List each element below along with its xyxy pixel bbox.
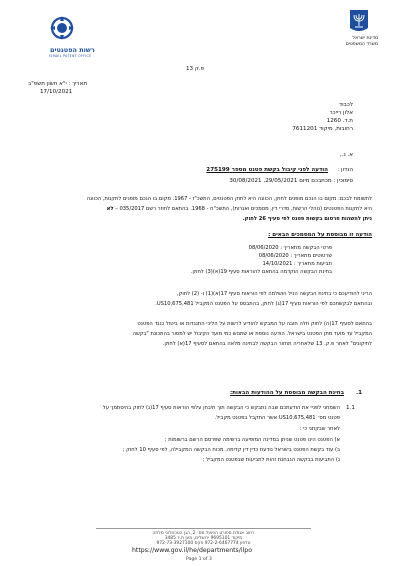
documents-row-1: פרטי הבקשה מתאריך : 08/06/2020 [248, 245, 332, 251]
patent-office-logo [40, 8, 160, 58]
gregorian-date: 17/10/2021 [40, 89, 73, 95]
ministry-name-line2: משרד המשפטים [345, 42, 378, 47]
subject-label: הנדון : [337, 167, 353, 173]
body-line-4: המקביל עד מועד מתן הפטנט בישראל. הודעה נוספת או שתנוש כמי מועד הקיבול יש למסור בהתכונת "בקשה [132, 331, 372, 337]
logo-hebrew-text: רשות הפטנטים [50, 46, 95, 54]
section-line-2: פטנט מס׳ US10,675,481 אשר התקבל בפטנט מקביל. [214, 415, 340, 421]
section-line-3: לאחר שבקתני כי : [299, 426, 340, 432]
logo-english-text: ISRAEL PATENT OFFICE [49, 54, 92, 58]
salutation: א. נ., [339, 152, 353, 158]
documents-heading: הודעה זו מבוססת על המסמכים הבאים : [268, 232, 372, 238]
footer-url: https://www.gov.il/he/departments/ilpo [132, 547, 253, 554]
notice-line3: ניתן להשהות פרסום בקשות פטנט לפי סעיף 26 לחוק. [242, 216, 372, 222]
item-number: 1.1 [346, 405, 355, 411]
section-line-6: ג) התביעות בבקשה הנבחנת זהות לתביעות שבפטנט המקביל ; [202, 457, 340, 463]
notice-line2-text: היא לתקנות הפטנטים (נוהלי הרשות, סדרי דין, מסמכים ואגרות), התשכ"ח - 1968. בהתאם לחוזר רשם 035/2017 – [115, 206, 372, 212]
section-line-4: א) הפטנט הינו פטנט שניתן במדינה המופיעה ברשימה שפרסם הרשם ברשומות ; [164, 437, 340, 443]
documents-row-2: שרטוטים מתאריך : 08/06/2020 [258, 253, 332, 259]
recipient-line4: רחובות, מיקוד 7611201 [292, 126, 353, 132]
footer-divider [96, 528, 311, 529]
page-number: Page 1 of 3 [186, 557, 212, 562]
documents-row-3: תביעות מתאריך : 14/10/2021 [262, 261, 332, 267]
section-heading: בחינת הבקשה מבוססת על ההודעות הבאות: [229, 390, 344, 396]
menorah-emblem-icon [348, 8, 370, 34]
documents-row-4: בחינת הבקשה הוקדמה בהתאם להוראות סעיף 19(א)(3) לחוק. [190, 269, 332, 275]
footer-address-2: מיקוד 9695101 ירושלים, מען ת.ד 3485 [164, 536, 243, 541]
body-line-5: לתיקונים" לאחר פ.ק. 13 שלאחריה תחזור הבקשה לבחינה מלאה בהתאם לסעיף 17(א) לחוק. [162, 341, 372, 347]
subject-text: הודעה לפני קיבול בקשת פטנט מספר 275199 [206, 167, 328, 173]
hebrew-date: תאריך : י"א חשון תשפ"ב [28, 81, 87, 87]
notice-line2 [107, 206, 372, 213]
recipient-line3: ת.ד. 1260 [326, 118, 353, 124]
body-line-1: הריני להודיעכם כי בחינת הבקשה הניל הושלמה לפי הוראות סעיף 17(א)(1) ו- (2) לחוק, [176, 291, 372, 297]
pk-number: פ.ק 13 [186, 66, 205, 72]
recipient-line1: לכבוד [339, 102, 353, 108]
notice-line1: לתשומת לבכם: מקום בו הנכם מופנים לחוק, הכוונה היא לחוק הפטנטים, התשכ"ז - 1967. מקום בו הנכם מופנים לתקנות, הכוונה [86, 196, 372, 202]
body-line-3: בהתאם לסעיף 17(ה) לחוק חלה חובה על המבקש להודיע לרשות על הליכי התנגדות או ביטול כנגד הפטנט [137, 321, 372, 327]
section-number: .1 [356, 390, 363, 396]
section-line-5: ב) עוד בקשת הפטנט בישראל נודעת כדין דין קדימה, מכוח הבקשה המקבילה, לפי סעיף 10 לחוק ; [122, 447, 340, 453]
reference-line: סימוכין : מכתבכם מיום 29/05/2021, 30/08/2021 [229, 178, 353, 184]
recipient-line2: אלון רייכר [329, 110, 353, 116]
ministry-name-line1: מדינת ישראל [352, 36, 378, 41]
body-line-2: ובהתאם לבקשתכם לפי הוראות סעיף 17(ג) לחוק, בהתבסס על הפטנט המקביל US10,675,481. [155, 301, 372, 307]
footer-phone: טלפון 972-2-6467774 פקס 972-73-3927100 [156, 541, 251, 546]
section-line-1: השמחני לפניי את הודעתכם שבה נתבקש כי הבקשה תוך תיבחן עלפי הוראות סעיף 17(ג) לחוק בהיסתמך על [102, 405, 340, 411]
notice-line2-bold: לא [106, 206, 114, 212]
footer-address-1: רחוב אגודת ספורט הפועל מס׳ 2, הגן הטכנולוגי מלחה [152, 531, 255, 536]
